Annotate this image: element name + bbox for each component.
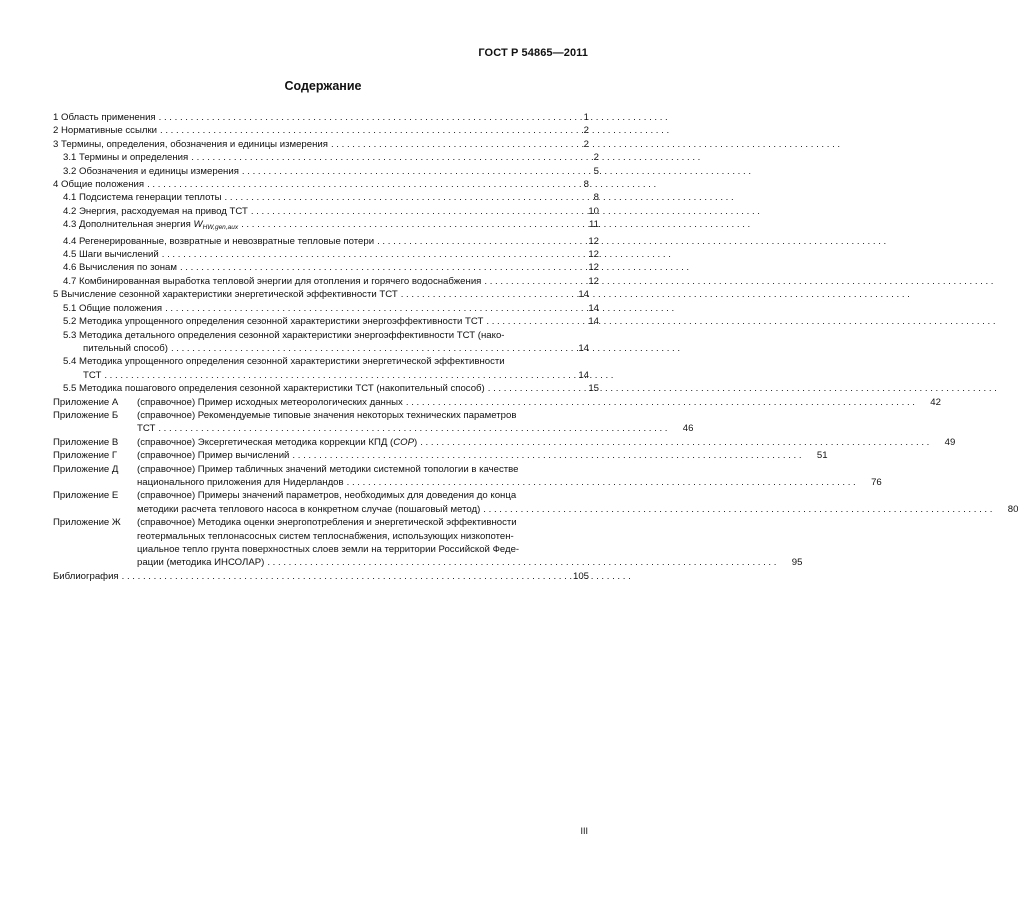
page-ref: 2 (593, 152, 599, 164)
toc-entry-bibliography[interactable]: Библиография . . . 105 (53, 570, 589, 583)
toc-entry[interactable]: 3.1 Термины и определения . . . 2 (53, 151, 599, 164)
page-ref: 8 (583, 179, 589, 191)
toc-entry[interactable]: 4.3 Дополнительная энергия $W_{HW,gen,aux}$ . . . 11 (53, 218, 599, 234)
cop-abbrev: COP (393, 436, 415, 448)
leader-dots (119, 570, 563, 583)
appendix-label: Приложение Д (53, 463, 119, 475)
page-ref: 51 (816, 450, 828, 462)
toc-entry[interactable]: 4.2 Энергия, расходуемая на привод ТСТ . . . 10 (53, 205, 599, 218)
leader-dots (238, 218, 573, 234)
page-ref: 5 (593, 165, 599, 177)
leader-dots (485, 382, 573, 395)
leader-dots (481, 275, 573, 288)
appendix-entry[interactable]: Приложение Г (справочное) Пример вычислений . . . 51 (53, 449, 589, 462)
leader-dots (155, 422, 667, 435)
toc-entry[interactable]: 5.1 Общие положения . . . 14 (53, 302, 599, 315)
appendix-entry[interactable]: Приложение Д (справочное) Пример табличных значений методики системной топологии в качестве национального приложения для Нидерландов . . . 76 (53, 463, 589, 490)
appendix-entry[interactable]: Приложение А (справочное) Пример исходных метеорологических данных . . . 42 (53, 396, 589, 409)
toc-entry[interactable]: 5.5 Методика пошагового определения сезонной характеристики ТСТ (накопительный способ) . . . 15 (53, 382, 599, 395)
page-ref: 49 (944, 436, 956, 448)
appendix-label: Приложение В (53, 436, 119, 448)
leader-dots (480, 503, 992, 516)
toc-entry[interactable]: 4.5 Шаги вычислений . . . 12 (53, 248, 599, 261)
leader-dots (417, 436, 929, 449)
leader-dots (483, 315, 573, 328)
toc-entry[interactable]: 4 Общие положения . . . 8 (53, 178, 589, 191)
standard-number: ГОСТ Р 54865—2011 (478, 47, 588, 59)
leader-dots (248, 205, 573, 218)
toc-entry[interactable]: 4.6 Вычисления по зонам . . . 12 (53, 261, 599, 274)
toc-entry[interactable]: 5.2 Методика упрощенного определения сезонной характеристики энергоэффективности ТСТ . . . 14 (53, 315, 599, 328)
leader-dots (374, 235, 573, 248)
toc-entry[interactable]: 1 Область применения . . . 1 (53, 111, 589, 124)
page-ref: 2 (583, 125, 589, 137)
page-ref: 2 (583, 138, 589, 150)
appendix-label: Приложение Е (53, 490, 119, 502)
page-ref: 42 (930, 396, 941, 408)
page-ref: 10 (588, 205, 599, 217)
page-ref: 14 (578, 369, 589, 381)
page-ref: 12 (588, 262, 599, 274)
page-ref: 14 (578, 342, 589, 354)
toc-entry[interactable]: 4.7 Комбинированная выработка тепловой энергии для отопления и горячего водоснабжения . . . 12 (53, 275, 599, 288)
leader-dots (328, 138, 563, 151)
table-of-contents (53, 111, 1018, 583)
page-ref: 95 (791, 557, 803, 569)
leader-dots (144, 178, 563, 191)
appendix-entry[interactable]: Приложение Б (справочное) Рекомендуемые типовые значения некоторых технических параметров ТСТ . . . 46 (53, 409, 589, 436)
leader-dots (222, 191, 573, 204)
page-ref: 8 (593, 192, 599, 204)
leader-dots (157, 124, 563, 137)
leader-dots (188, 151, 573, 164)
energy-subscript: HW,gen,aux (202, 224, 239, 232)
toc-entry[interactable]: 3.2 Обозначения и единицы измерения . . . 5 (53, 165, 599, 178)
leader-dots (264, 556, 776, 569)
page-ref: 12 (588, 249, 599, 261)
appendix-label: Приложение Б (53, 409, 119, 421)
page-ref: 14 (578, 289, 589, 301)
page-ref: 15 (588, 383, 599, 395)
appendix-label: Приложение Ж (53, 517, 121, 529)
page-ref: 12 (588, 235, 599, 247)
toc-entry[interactable]: 2 Нормативные ссылки . . . 2 (53, 124, 589, 137)
toc-entry[interactable]: 5.3 Методика детального определения сезонной характеристики энергоэффективности ТСТ (нако- пительный способ) . . . 14 (53, 329, 589, 356)
toc-entry[interactable]: 3 Термины, определения, обозначения и единицы измерения . . . 2 (53, 138, 589, 151)
page-ref: 1 (583, 112, 589, 123)
leader-dots (159, 248, 573, 261)
leader-dots (403, 396, 915, 409)
toc-entry[interactable]: 4.4 Регенерированные, возвратные и невозвратные тепловые потери . . . 12 (53, 235, 599, 248)
energy-symbol: W (193, 219, 203, 231)
page-ref: 80 (1007, 503, 1018, 515)
toc-entry[interactable]: 4.1 Подсистема генерации теплоты . . . 8 (53, 191, 599, 204)
appendix-entry[interactable]: Приложение Е (справочное) Примеры значений параметров, необходимых для доведения до конца методики расчета теплового насоса в конкретном случае (пошаговый метод) . . . 80 (53, 489, 589, 516)
leader-dots (168, 342, 563, 355)
appendix-entry[interactable]: Приложение Ж (справочное) Методика оценки энергопотребления и энергетической эффективности геотермальных теплонасосных систем теплоснабжения, использующих низкопотен- циальное тепло грунта поверхностных слоев земли на территории Российской Феде- рации (методика ИНСОЛАР) . . . 95 (53, 516, 589, 570)
page-ref: 105 (572, 570, 589, 582)
leader-dots (101, 369, 563, 382)
appendix-label: Приложение А (53, 396, 119, 408)
leader-dots (162, 302, 573, 315)
appendix-label: Приложение Г (53, 450, 118, 462)
page-ref: 76 (871, 476, 882, 488)
leader-dots (398, 288, 563, 301)
page-number: III (580, 826, 588, 836)
page-ref: 12 (588, 275, 599, 287)
leader-dots (289, 449, 801, 462)
leader-dots (239, 165, 573, 178)
leader-dots (177, 261, 573, 274)
toc-entry[interactable]: 5 Вычисление сезонной характеристики энергетической эффективности ТСТ . . . 14 (53, 288, 589, 301)
leader-dots (344, 476, 856, 489)
leader-dots (156, 111, 563, 124)
page-title: Содержание (284, 79, 362, 93)
appendix-entry[interactable]: Приложение В (справочное) Эксергетическая методика коррекции КПД (COP) . . . 49 (53, 436, 589, 449)
page-ref: 46 (682, 423, 694, 435)
page-ref: 14 (588, 302, 599, 314)
page-ref: 14 (588, 316, 599, 328)
toc-entry[interactable]: 5.4 Методика упрощенного определения сезонной характеристики энергетической эффективности ТСТ . . . 14 (53, 355, 589, 382)
page-ref: 11 (589, 219, 599, 231)
